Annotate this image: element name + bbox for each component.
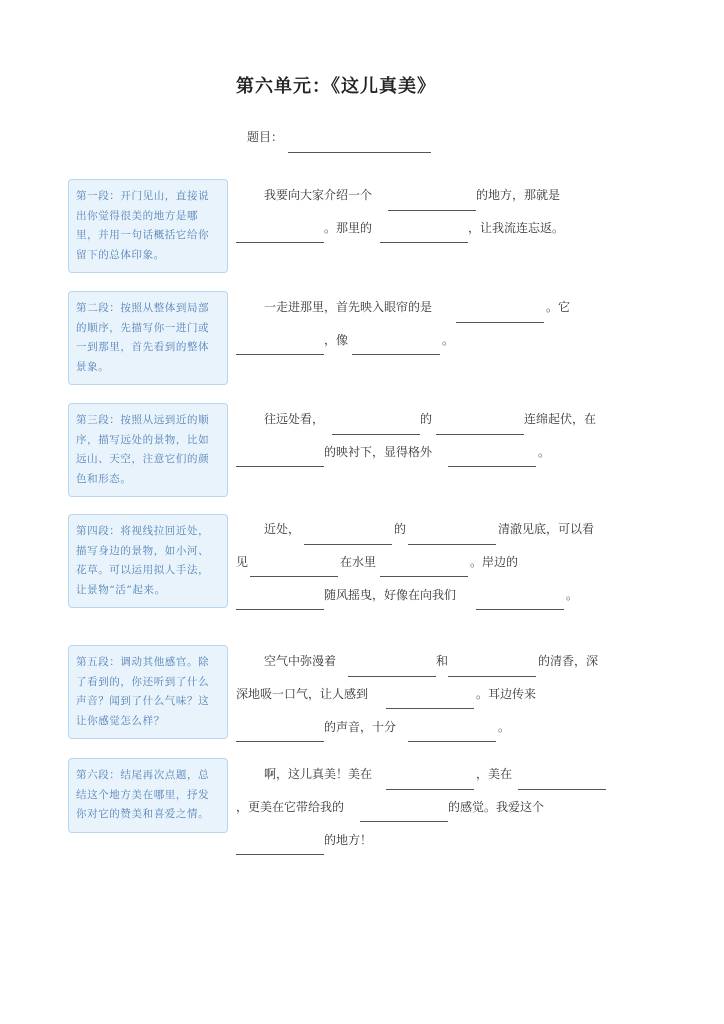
- fill-blank[interactable]: [408, 544, 496, 545]
- fill-blank[interactable]: [236, 354, 324, 355]
- fill-blank[interactable]: [380, 576, 468, 577]
- fill-blank[interactable]: [386, 708, 474, 709]
- fill-blank[interactable]: [380, 242, 468, 243]
- para-text: 在水里: [340, 555, 377, 569]
- fill-blank[interactable]: [408, 741, 496, 742]
- fill-blank[interactable]: [236, 741, 324, 742]
- fill-blank[interactable]: [332, 434, 420, 435]
- hint-box-4: 第四段：将视线拉回近处，描写身边的景物，如小河、花草。可以运用拟人手法，让景物“活”起来。: [68, 514, 228, 608]
- para-text: 的地方，那就是: [476, 188, 561, 202]
- fill-blank[interactable]: [386, 789, 474, 790]
- fill-blank[interactable]: [448, 466, 536, 467]
- para-text: 。那里的: [324, 221, 373, 235]
- fill-blank[interactable]: [250, 576, 338, 577]
- para-text: 。: [538, 445, 551, 459]
- topic-field: [247, 128, 283, 145]
- fill-blank[interactable]: [388, 210, 476, 211]
- fill-blank[interactable]: [360, 821, 448, 822]
- para-text: ，美在: [476, 767, 513, 781]
- paragraph-1: [236, 186, 616, 266]
- hint-box-5: 第五段：调动其他感官。除了看到的，你还听到了什么声音？闻到了什么气味？这让你感觉怎么样？: [68, 645, 228, 739]
- fill-blank[interactable]: [348, 676, 436, 677]
- fill-blank[interactable]: [518, 789, 606, 790]
- paragraph-6: [236, 765, 616, 865]
- para-text: 。耳边传来: [476, 687, 537, 701]
- topic-blank[interactable]: [288, 152, 431, 153]
- para-text: 空气中弥漫着: [264, 654, 337, 668]
- para-text: 的: [420, 412, 433, 426]
- para-text: 。它: [546, 300, 571, 314]
- hint-box-3: 第三段：按照从远到近的顺序，描写远处的景物，比如远山、天空，注意它们的颜色和形态。: [68, 403, 228, 497]
- fill-blank[interactable]: [236, 854, 324, 855]
- para-text: 。: [498, 720, 511, 734]
- para-text: 。: [442, 333, 455, 347]
- fill-blank[interactable]: [236, 466, 324, 467]
- topic-label: 题目：: [247, 130, 284, 144]
- para-text: 随风摇曳，好像在向我们: [324, 588, 457, 602]
- para-text: 近处，: [264, 522, 301, 536]
- fill-blank[interactable]: [476, 609, 564, 610]
- para-text: 清澈见底，可以看: [498, 522, 595, 536]
- para-text: 。岸边的: [470, 555, 519, 569]
- para-text: 一走进那里，首先映入眼帘的是: [264, 300, 433, 314]
- hint-box-1: 第一段：开门见山，直接说出你觉得很美的地方是哪里，并用一句话概括它给你留下的总体印象。: [68, 179, 228, 273]
- para-text: 连绵起伏，在: [524, 412, 597, 426]
- fill-blank[interactable]: [236, 609, 324, 610]
- para-text: 啊，这儿真美！美在: [264, 767, 373, 781]
- para-text: 深地吸一口气，让人感到: [236, 687, 369, 701]
- paragraph-3: [236, 410, 616, 490]
- para-text: 的映衬下，显得格外: [324, 445, 433, 459]
- fill-blank[interactable]: [236, 242, 324, 243]
- para-text: ，像: [324, 333, 349, 347]
- para-text: 和: [436, 654, 449, 668]
- hint-box-6: 第六段：结尾再次点题，总结这个地方美在哪里，抒发你对它的赞美和喜爱之情。: [68, 758, 228, 833]
- fill-blank[interactable]: [456, 322, 544, 323]
- paragraph-5: [236, 652, 616, 752]
- para-text: 的地方！: [324, 833, 373, 847]
- hint-box-2: 第二段：按照从整体到局部的顺序，先描写你一进门或一到那里，首先看到的整体景象。: [68, 291, 228, 385]
- para-text: 见: [236, 555, 249, 569]
- fill-blank[interactable]: [448, 676, 536, 677]
- paragraph-4: [236, 520, 616, 620]
- paragraph-2: [236, 298, 616, 378]
- para-text: 的声音，十分: [324, 720, 397, 734]
- para-text: ，更美在它带给我的: [236, 800, 345, 814]
- para-text: 我要向大家介绍一个: [264, 188, 373, 202]
- para-text: 。: [566, 588, 579, 602]
- fill-blank[interactable]: [352, 354, 440, 355]
- fill-blank[interactable]: [436, 434, 524, 435]
- page-title: 第六单元：《这儿真美》: [236, 76, 436, 97]
- para-text: 的: [394, 522, 407, 536]
- para-text: 的清香，深: [538, 654, 599, 668]
- para-text: ，让我流连忘返。: [468, 221, 565, 235]
- para-text: 往远处看，: [264, 412, 325, 426]
- fill-blank[interactable]: [304, 544, 392, 545]
- para-text: 的感觉。我爱这个: [448, 800, 545, 814]
